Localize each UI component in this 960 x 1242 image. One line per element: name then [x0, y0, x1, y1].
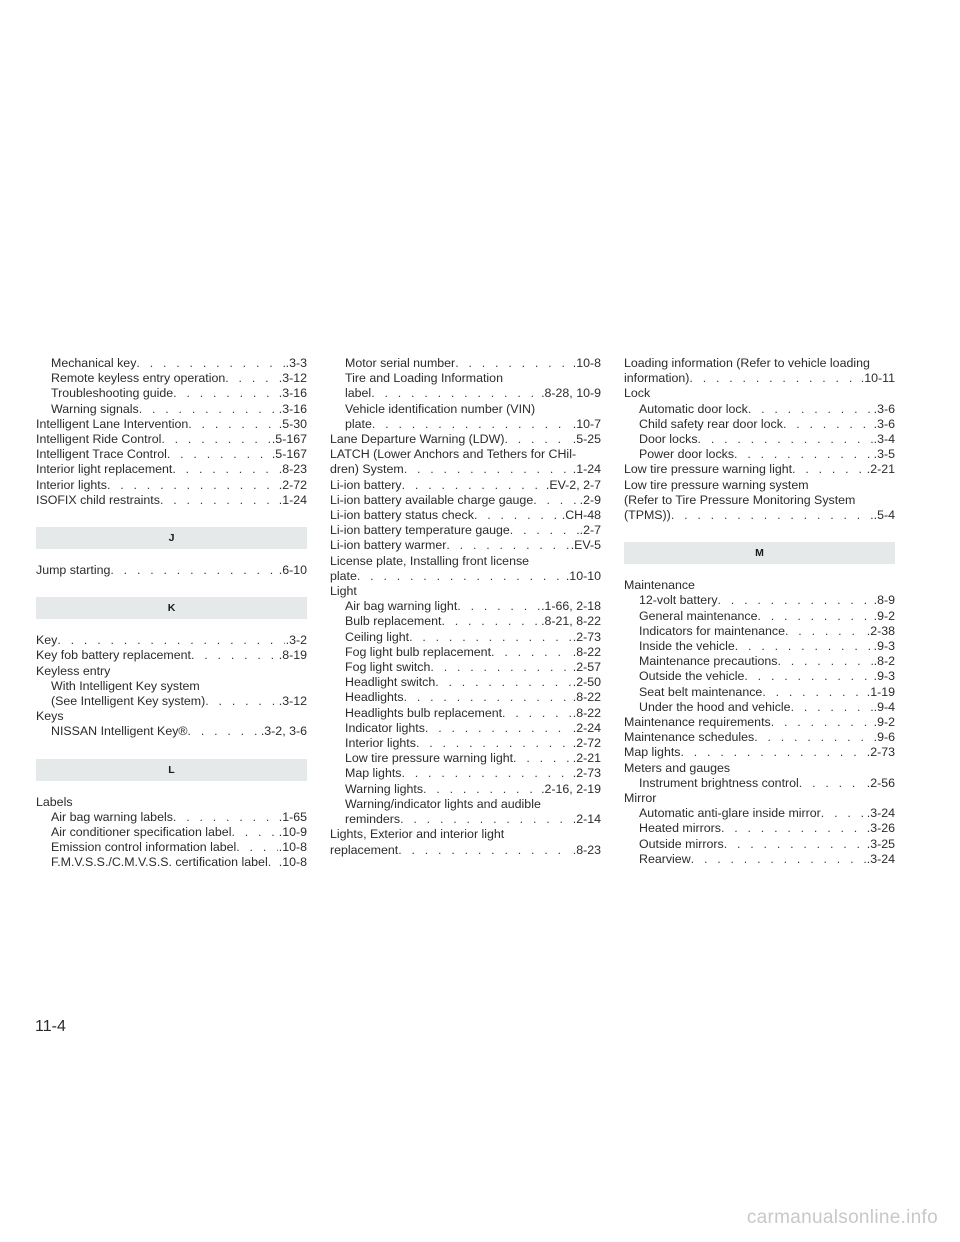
section-header-m: M [624, 542, 895, 564]
index-entry: Intelligent Trace Control . . . .5-167 [36, 447, 307, 462]
index-entry: Map lights . . . .2-73 [624, 745, 895, 760]
index-entry: information) . . . .10-11 [624, 371, 895, 386]
index-heading: LATCH (Lower Anchors and Tethers for CHil- [330, 447, 577, 462]
index-entry: Seat belt maintenance . . . .1-19 [624, 685, 895, 700]
index-entry: Indicator lights . . . .2-24 [330, 721, 601, 736]
index-heading: Mirror [624, 791, 657, 806]
index-entry: Instrument brightness control . . . .2-56 [624, 776, 895, 791]
index-heading: Lights, Exterior and interior light [330, 827, 505, 842]
index-entry: Key . . . .3-2 [36, 633, 307, 648]
index-entry: Air bag warning labels . . . .1-65 [36, 810, 307, 825]
section-header-k: K [36, 597, 307, 619]
index-entry: Mechanical key . . . .3-3 [36, 356, 307, 371]
index-entry: Fog light bulb replacement . . . .8-22 [330, 645, 601, 660]
index-entry: Low tire pressure warning light . . . .2-21 [330, 751, 601, 766]
index-heading: Labels [36, 794, 73, 809]
index-heading: Keyless entry [36, 663, 111, 678]
index-entry: Map lights . . . .2-73 [330, 766, 601, 781]
index-entry: Intelligent Lane Intervention . . . .5-30 [36, 417, 307, 432]
index-entry: Interior lights . . . .2-72 [36, 478, 307, 493]
index-entry: Headlights bulb replacement . . . .8-22 [330, 706, 601, 721]
index-entry: Maintenance requirements . . . .9-2 [624, 715, 895, 730]
section-header-l: L [36, 759, 307, 781]
index-column-3 [624, 356, 895, 867]
index-heading: Keys [36, 709, 64, 724]
index-entry: F.M.V.S.S./C.M.V.S.S. certification label . . . .10-8 [36, 855, 307, 870]
index-entry: Door locks . . . .3-4 [624, 432, 895, 447]
index-heading: Low tire pressure warning system [624, 477, 809, 492]
index-entry: General maintenance . . . .9-2 [624, 609, 895, 624]
index-entry: Heated mirrors . . . .3-26 [624, 821, 895, 836]
index-entry: Maintenance precautions . . . .8-2 [624, 654, 895, 669]
index-heading: License plate, Installing front license [330, 553, 530, 568]
index-entry: Power door locks . . . .3-5 [624, 447, 895, 462]
index-subheading: With Intelligent Key system [51, 678, 200, 693]
index-entry: Interior lights . . . .2-72 [330, 736, 601, 751]
index-entry: plate . . . .10-7 [330, 417, 601, 432]
index-entry: Emission control information label . . . .10-8 [36, 840, 307, 855]
index-entry: (TPMS)) . . . .5-4 [624, 508, 895, 523]
index-entry: NISSAN Intelligent Key® . . . .3-2, 3-6 [36, 724, 307, 739]
index-entry: Child safety rear door lock . . . .3-6 [624, 417, 895, 432]
index-entry: Inside the vehicle . . . .9-3 [624, 639, 895, 654]
index-entry: Ceiling light . . . .2-73 [330, 630, 601, 645]
index-entry: Warning lights . . . .2-16, 2-19 [330, 782, 601, 797]
index-entry: Headlight switch . . . .2-50 [330, 675, 601, 690]
index-entry: plate . . . .10-10 [330, 569, 601, 584]
watermark: carmanualsonline.info [746, 1207, 938, 1228]
index-entry: Li-ion battery . . . .EV-2, 2-7 [330, 478, 601, 493]
index-entry: Li-ion battery status check . . . .CH-48 [330, 508, 601, 523]
index-entry: Remote keyless entry operation . . . .3-12 [36, 371, 307, 386]
index-entry: Interior light replacement . . . .8-23 [36, 462, 307, 477]
index-entry: Li-ion battery available charge gauge . . . .2-9 [330, 493, 601, 508]
index-column-2 [330, 356, 601, 858]
index-entry: Air conditioner specification label . . . .10-9 [36, 825, 307, 840]
index-subheading: Vehicle identification number (VIN) [345, 401, 536, 416]
index-entry: label . . . .8-28, 10-9 [330, 386, 601, 401]
index-entry: Outside the vehicle . . . .9-3 [624, 669, 895, 684]
index-entry: Key fob battery replacement . . . .8-19 [36, 648, 307, 663]
index-heading: Meters and gauges [624, 760, 731, 775]
index-entry: Troubleshooting guide . . . .3-16 [36, 386, 307, 401]
index-entry: Under the hood and vehicle . . . .9-4 [624, 700, 895, 715]
index-entry: Motor serial number . . . .10-8 [330, 356, 601, 371]
index-entry: Automatic anti-glare inside mirror . . . .3-24 [624, 806, 895, 821]
index-heading: Loading information (Refer to vehicle loading [624, 356, 870, 370]
index-entry: Li-ion battery temperature gauge . . . .2-7 [330, 523, 601, 538]
index-entry: Warning signals . . . .3-16 [36, 402, 307, 417]
index-heading: (Refer to Tire Pressure Monitoring System [624, 492, 856, 507]
index-entry: Air bag warning light . . . .1-66, 2-18 [330, 599, 601, 614]
index-entry: reminders . . . .2-14 [330, 812, 601, 827]
index-entry: Li-ion battery warmer . . . .EV-5 [330, 538, 601, 553]
index-entry: Outside mirrors . . . .3-25 [624, 837, 895, 852]
index-entry: Automatic door lock . . . .3-6 [624, 402, 895, 417]
index-entry: Bulb replacement . . . .8-21, 8-22 [330, 614, 601, 629]
index-entry: Rearview . . . .3-24 [624, 852, 895, 867]
index-entry: Intelligent Ride Control . . . .5-167 [36, 432, 307, 447]
index-entry: Headlights . . . .8-22 [330, 690, 601, 705]
index-entry: Fog light switch . . . .2-57 [330, 660, 601, 675]
index-entry: replacement . . . .8-23 [330, 843, 601, 858]
section-header-j: J [36, 527, 307, 549]
index-entry: 12-volt battery . . . .8-9 [624, 593, 895, 608]
index-subheading: Tire and Loading Information [345, 371, 503, 386]
index-column-1 [36, 356, 307, 871]
index-heading: Light [330, 584, 357, 599]
index-heading: Maintenance [624, 578, 695, 593]
page-number: 11-4 [35, 1018, 66, 1035]
index-entry: ISOFIX child restraints . . . .1-24 [36, 493, 307, 508]
index-entry: Lane Departure Warning (LDW) . . . .5-25 [330, 432, 601, 447]
index-entry: (See Intelligent Key system) . . . .3-12 [36, 694, 307, 709]
index-entry: dren) System . . . .1-24 [330, 462, 601, 477]
index-entry: Maintenance schedules . . . .9-6 [624, 730, 895, 745]
index-subheading: Warning/indicator lights and audible [345, 796, 541, 811]
index-heading: Lock [624, 386, 651, 401]
index-entry: Indicators for maintenance . . . .2-38 [624, 624, 895, 639]
index-entry: Jump starting . . . .6-10 [36, 563, 307, 578]
index-entry: Low tire pressure warning light . . . .2-21 [624, 462, 895, 477]
